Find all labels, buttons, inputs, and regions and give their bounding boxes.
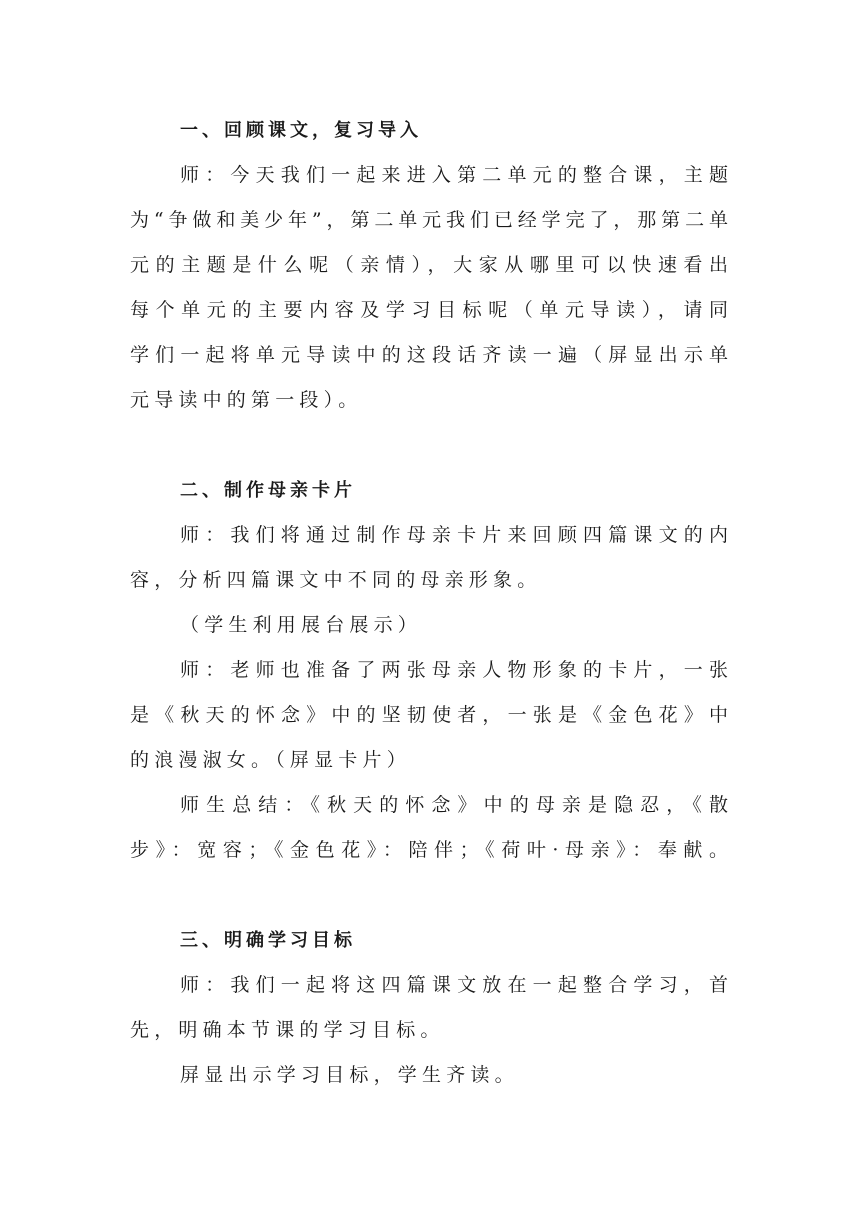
paragraph-line: 先，明确本节课的学习目标。 [130,1019,445,1041]
section-heading-1: 一、回顾课文，复习导入 [180,120,422,141]
paragraph-line: 元的主题是什么呢（亲情），大家从哪里可以快速看出 [130,254,728,276]
paragraph-line: 的浪漫淑女。（屏显卡片） [130,749,411,771]
paragraph-line: 是《秋天的怀念》中的坚韧使者，一张是《金色花》中 [130,704,728,726]
paragraph-line: 师：我们一起将这四篇课文放在一起整合学习，首 [180,974,728,996]
paragraph-line: 师生总结：《秋天的怀念》中的母亲是隐忍，《散 [180,794,728,816]
paragraph-line: 学们一起将单元导读中的这段话齐读一遍（屏显出示单 [130,344,728,366]
document-page [130,108,728,1098]
paragraph-line: 元导读中的第一段）。 [130,389,363,411]
paragraph-line: 屏显出示学习目标，学生齐读。 [180,1064,519,1086]
paragraph-line: （学生利用展台展示） [180,614,423,636]
paragraph-line: 容，分析四篇课文中不同的母亲形象。 [130,569,542,591]
paragraph-line: 师：今天我们一起来进入第二单元的整合课，主题 [180,164,728,186]
section-gap [130,423,728,468]
section-heading-2: 二、制作母亲卡片 [180,480,356,501]
section-heading-3: 三、明确学习目标 [180,930,356,951]
paragraph-line: 师：我们将通过制作母亲卡片来回顾四篇课文的内 [180,524,728,546]
paragraph-line: 师：老师也准备了两张母亲人物形象的卡片，一张 [180,659,728,681]
section-gap [130,873,728,918]
paragraph-line: 步》：宽容；《金色花》：陪伴；《荷叶·母亲》：奉献。 [130,839,728,861]
paragraph-line: 每个单元的主要内容及学习目标呢（单元导读），请同 [130,299,728,321]
paragraph-line: 为“争做和美少年”，第二单元我们已经学完了，那第二单 [130,209,728,231]
